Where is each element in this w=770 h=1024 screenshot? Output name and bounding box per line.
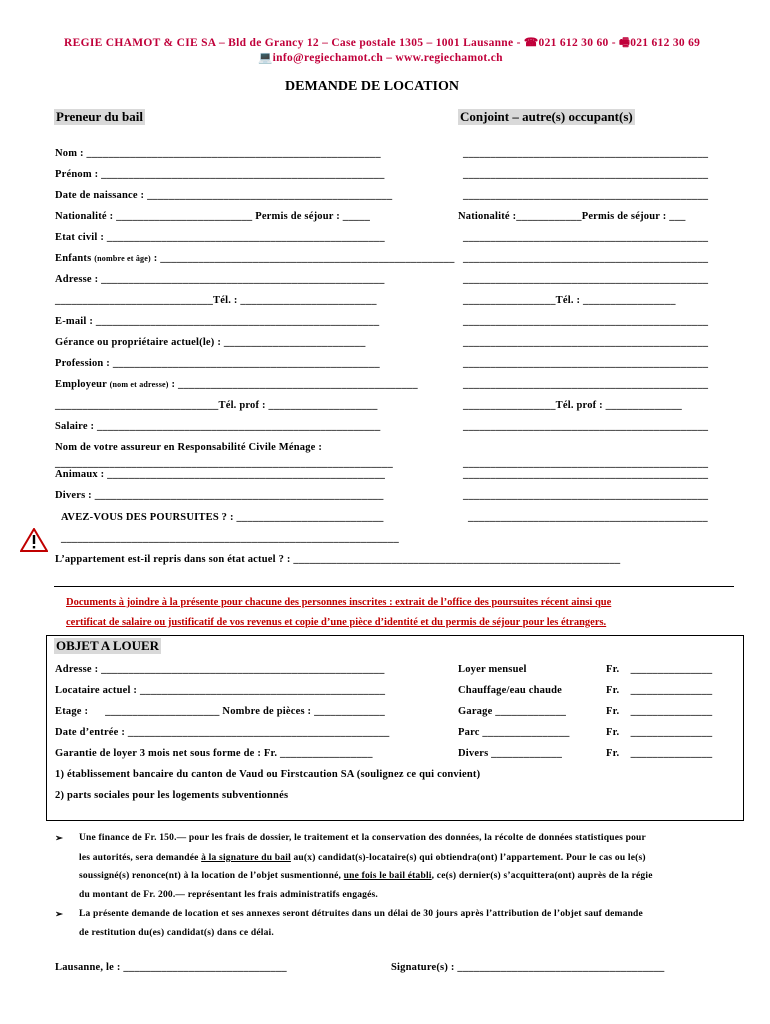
note1-line3b: , ce(s) dernier(s) s’acquittera(ont) auprès de la régie — [431, 871, 653, 881]
field-naissance[interactable]: Date de naissance : _____________________________________________ — [55, 190, 393, 201]
note1-line2a: les autorités, sera demandée — [79, 853, 202, 863]
note1-line1: Une finance de Fr. 150.— pour les frais de dossier, le traitement et la conservation des données, la récolte de données statistiques pour — [79, 833, 646, 843]
fr-divers[interactable]: Fr. _______________ — [606, 748, 713, 759]
field-poursuites[interactable]: AVEZ-VOUS DES POURSUITES ? : ___________________________ — [61, 512, 384, 523]
field-tel-prof[interactable]: ______________________________Tél. prof : ____________________ — [55, 400, 378, 411]
objet-parts: 2) parts sociales pour les logements subventionnés — [55, 790, 289, 801]
field-employeur[interactable] — [55, 379, 418, 390]
field-divers[interactable]: Divers : _____________________________________________________ — [55, 490, 384, 501]
field-enfants[interactable] — [55, 253, 455, 264]
header-contact: info@regiechamot.ch – www.regiechamot.ch — [272, 52, 503, 64]
objet-garantie[interactable]: Garantie de loyer 3 mois net sous forme de : Fr. _________________ — [55, 748, 373, 759]
objet-parc[interactable]: Parc ________________ — [458, 727, 570, 738]
objet-title: OBJET A LOUER — [56, 638, 160, 653]
header-tel: 021 612 30 60 - — [538, 37, 620, 49]
conjoint-poursuites[interactable]: ____________________________________________ — [468, 512, 708, 523]
fr-garage[interactable]: Fr. _______________ — [606, 706, 713, 717]
conjoint-divers[interactable]: _____________________________________________ — [463, 490, 709, 501]
conjoint-salaire[interactable]: _____________________________________________ — [463, 421, 709, 432]
section-conjoint: Conjoint – autre(s) occupant(s) — [460, 109, 633, 124]
conjoint-email[interactable]: _____________________________________________ — [463, 316, 709, 327]
phone-icon: ☎ — [523, 37, 539, 49]
fr-chauffage[interactable]: Fr. _______________ — [606, 685, 713, 696]
conjoint-enfants[interactable]: _____________________________________________ — [463, 253, 709, 264]
field-etat-civil[interactable]: Etat civil : ___________________________________________________ — [55, 232, 385, 243]
field-animaux[interactable]: Animaux : ___________________________________________________ — [55, 469, 386, 480]
fr-loyer[interactable]: Fr. _______________ — [606, 664, 713, 675]
header-fax: 021 612 30 69 — [630, 37, 701, 49]
conjoint-employeur[interactable]: _____________________________________________ — [463, 379, 709, 390]
note1-line3a: soussigné(s) renonce(nt) à la location de l’objet susmentionné, — [79, 871, 344, 881]
field-adresse[interactable]: Adresse : ____________________________________________________ — [55, 274, 385, 285]
enfants-hint: (nombre et âge) — [94, 254, 151, 263]
conjoint-tel[interactable]: _________________Tél. : _________________ — [463, 295, 676, 306]
field-assureur-line[interactable]: ______________________________________________________________ — [55, 458, 393, 469]
objet-locataire[interactable]: Locataire actuel : _____________________________________________ — [55, 685, 386, 696]
documents-line1: Documents à joindre à la présente pour chacune des personnes inscrites : extrait de l’office des poursuites récent ainsi que — [66, 597, 612, 608]
note1-line3u: une fois le bail établi — [343, 871, 432, 881]
objet-etage[interactable]: Etage : _____________________ Nombre de pièces : _____________ — [55, 706, 385, 717]
employeur-label: Employeur — [55, 379, 110, 390]
conjoint-etat-civil[interactable]: _____________________________________________ — [463, 232, 709, 243]
section-preneur: Preneur du bail — [56, 109, 143, 124]
objet-etablissement: 1) établissement bancaire du canton de Vaud ou Firstcaution SA (soulignez ce qui convient) — [55, 769, 481, 780]
conjoint-gerance[interactable]: _____________________________________________ — [463, 337, 709, 348]
footer-lieu[interactable]: Lausanne, le : ______________________________ — [55, 962, 287, 973]
conjoint-adresse[interactable]: _____________________________________________ — [463, 274, 709, 285]
field-email[interactable]: E-mail : ____________________________________________________ — [55, 316, 380, 327]
objet-chauffage: Chauffage/eau chaude — [458, 685, 563, 696]
employeur-hint: (nom et adresse) — [109, 380, 169, 389]
note1-line2 — [79, 853, 646, 863]
bullet-2: ➢ — [55, 910, 64, 920]
objet-garage[interactable]: Garage _____________ — [458, 706, 567, 717]
conjoint-animaux[interactable]: _____________________________________________ — [463, 469, 709, 480]
fax-icon: 🖷 — [619, 37, 631, 49]
field-salaire[interactable]: Salaire : ____________________________________________________ — [55, 421, 381, 432]
employeur-line: : ____________________________________________ — [168, 379, 418, 390]
field-tel[interactable]: _____________________________Tél. : _________________________ — [55, 295, 377, 306]
field-gerance[interactable]: Gérance ou propriétaire actuel(le) : __________________________ — [55, 337, 366, 348]
field-nationalite[interactable]: Nationalité : _________________________ Permis de séjour : _____ — [55, 211, 371, 222]
footer-signature[interactable]: Signature(s) : ______________________________________ — [391, 962, 665, 973]
enfants-line: : ______________________________________________________ — [150, 253, 455, 264]
field-poursuites-line[interactable]: ______________________________________________________________ — [61, 533, 399, 544]
enfants-label: Enfants — [55, 253, 95, 264]
objet-loyer: Loyer mensuel — [458, 664, 527, 675]
conjoint-nationalite[interactable]: Nationalité :____________Permis de séjour : ___ — [458, 211, 686, 222]
conjoint-naissance[interactable]: _____________________________________________ — [463, 190, 709, 201]
objet-adresse[interactable]: Adresse : ____________________________________________________ — [55, 664, 385, 675]
conjoint-profession[interactable]: _____________________________________________ — [463, 358, 709, 369]
field-profession[interactable]: Profession : _________________________________________________ — [55, 358, 380, 369]
conjoint-assureur[interactable]: _____________________________________________ — [463, 458, 709, 469]
note1-line2b: au(x) candidat(s)-locataire(s) qui obtiendra(ont) l’appartement. Pour le cas ou le(s) — [290, 853, 646, 863]
warning-icon — [20, 528, 48, 552]
computer-icon: 💻 — [258, 52, 273, 64]
field-appartement[interactable]: L’appartement est-il repris dans son état actuel ? : ____________________________________________________________ — [55, 554, 621, 565]
documents-line2: certificat de salaire ou justificatif de vos revenus et copie d’une pièce d’identité et du permis de séjour pour les étrangers. — [66, 617, 607, 628]
note1-line2u: à la signature du bail — [201, 853, 291, 863]
note2-line2: de restitution du(es) candidat(s) dans ce délai. — [79, 928, 274, 938]
fr-parc[interactable]: Fr. _______________ — [606, 727, 713, 738]
page-title: DEMANDE DE LOCATION — [285, 79, 459, 94]
bullet-1: ➢ — [55, 834, 64, 844]
field-nom[interactable]: Nom : ______________________________________________________ — [55, 148, 381, 159]
field-prenom[interactable]: Prénom : ____________________________________________________ — [55, 169, 385, 180]
conjoint-tel-prof[interactable]: _________________Tél. prof : ______________ — [463, 400, 682, 411]
objet-entree[interactable]: Date d’entrée : ________________________________________________ — [55, 727, 390, 738]
note2-line1: La présente demande de location et ses annexes seront détruites dans un délai de 30 jours après l’attribution de l’objet sauf demande — [79, 909, 643, 919]
note1-line3 — [79, 871, 653, 881]
conjoint-prenom[interactable]: _____________________________________________ — [463, 169, 709, 180]
divider — [54, 586, 734, 587]
header-address: REGIE CHAMOT & CIE SA – Bld de Grancy 12 – Case postale 1305 – 1001 Lausanne - — [64, 37, 524, 49]
header-line2 — [258, 50, 503, 64]
conjoint-nom[interactable]: _____________________________________________ — [463, 148, 709, 159]
field-assureur: Nom de votre assureur en Responsabilité Civile Ménage : — [55, 442, 323, 453]
note1-line4: du montant de Fr. 200.— représentant les frais administratifs engagés. — [79, 890, 378, 900]
objet-divers[interactable]: Divers _____________ — [458, 748, 563, 759]
